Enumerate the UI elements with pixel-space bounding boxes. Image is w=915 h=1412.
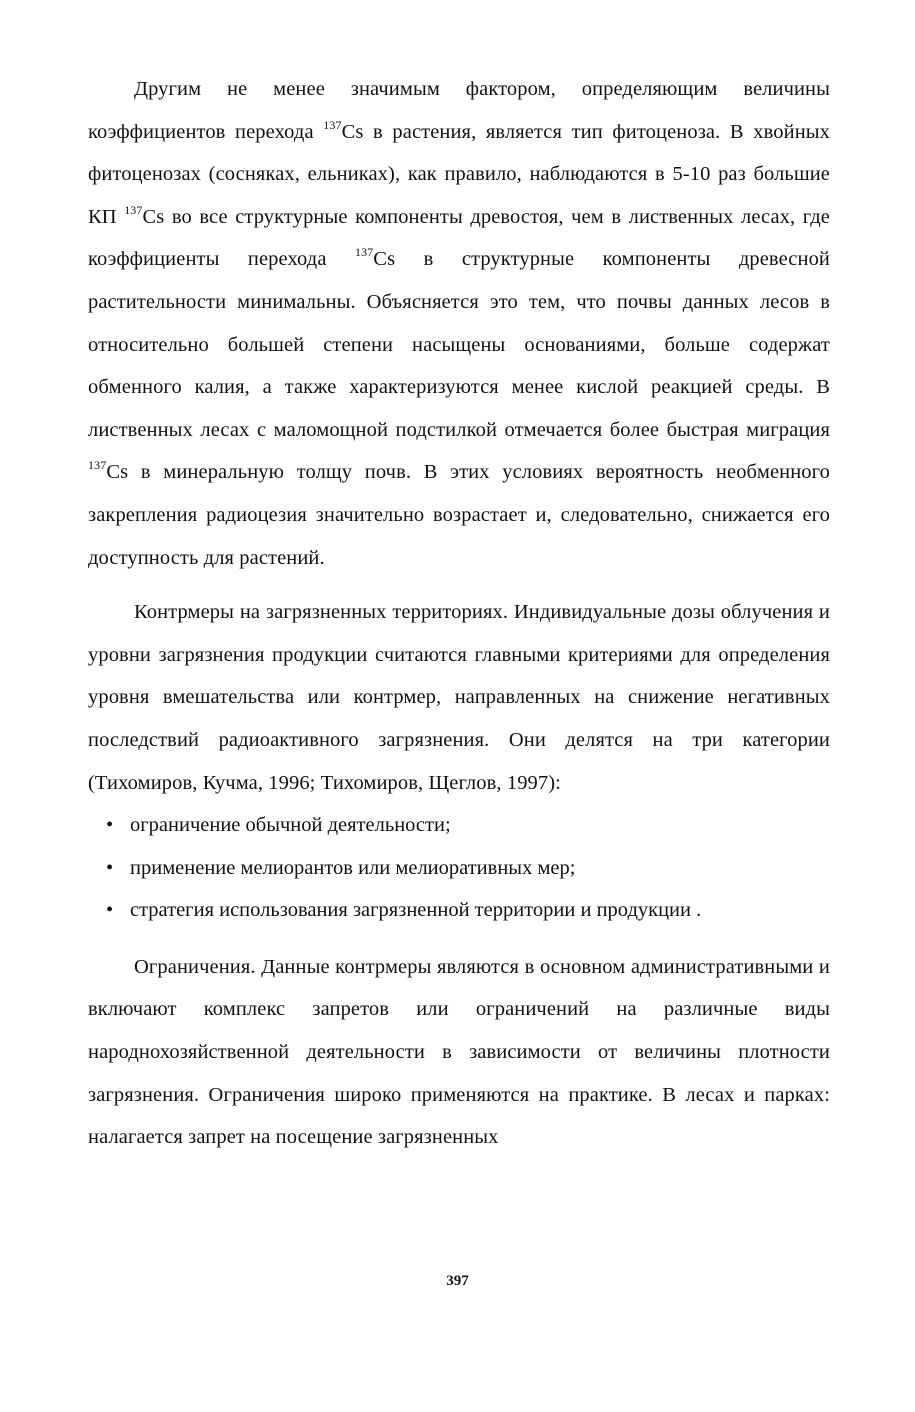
list-item-text: стратегия использования загрязненной территории и продукции . (130, 899, 702, 922)
page-body (88, 68, 830, 1159)
bullet-icon: • (106, 856, 114, 879)
list-item (88, 804, 830, 847)
paragraph-countermeasures: Контрмеры на загрязненных территориях. Индивидуальные дозы облучения и уровни загрязнения продукции считаются главными критериями для определения уровня вмешательства или контрмер, направленных на снижение негативных последствий радиоактивного загрязнения. Они делятся на три категории (Тихомиров, Кучма, 1996; Тихомиров, Щеглов, 1997): (88, 601, 830, 794)
paragraph-text: Cs во все структурные компоненты древостоя, чем в лиственных лесах, где коэффициенты перехода (88, 205, 830, 271)
paragraph-text: Cs в структурные компоненты древесной растительности минимальны. Объясняется это тем, что почвы данных лесов в относительно большей степени насыщены основаниями, больше содержат обменного калия, а также характеризуются менее кислой реакцией среды. В лиственных лесах с маломощной подстилкой отмечается более быстрая миграция (88, 248, 830, 441)
list-item-text: применение мелиорантов или мелиоративных мер; (130, 856, 576, 879)
paragraph-text: Cs в растения, является тип фитоценоза. В хвойных фитоценозах (сосняках, ельниках), как правило, наблюдаются в 5-10 раз большие КП (88, 120, 830, 228)
list-item (88, 889, 830, 932)
isotope-superscript: 137 (88, 458, 107, 473)
paragraph-text: Другим не менее значимым фактором, определяющим величины коэффициентов перехода (88, 78, 830, 143)
paragraph-restrictions: Ограничения. Данные контрмеры являются в основном административными и включают комплекс запретов или ограничений на различные виды народнохозяйственной деятельности в зависимости от величины плотности загрязнения. Ограничения широко применяются на практике. В лесах и парках: налагается запрет на посещение загрязненных (88, 955, 830, 1149)
isotope-superscript: 137 (124, 202, 143, 217)
isotope-superscript: 137 (354, 245, 374, 260)
countermeasure-categories-list (88, 804, 830, 932)
list-item-text: ограничение обычной деятельности; (130, 814, 451, 837)
bullet-icon: • (106, 814, 114, 837)
page-number: 397 (446, 1273, 469, 1289)
paragraph-text: Cs в минеральную толщу почв. В этих условиях вероятность необменного закрепления радиоцезия значительно возрастает и, следовательно, снижается его доступность для растений. (88, 461, 830, 569)
bullet-icon: • (106, 899, 114, 922)
isotope-superscript: 137 (323, 117, 342, 132)
paragraph-phytocenosis (88, 68, 830, 579)
list-item (88, 847, 830, 890)
